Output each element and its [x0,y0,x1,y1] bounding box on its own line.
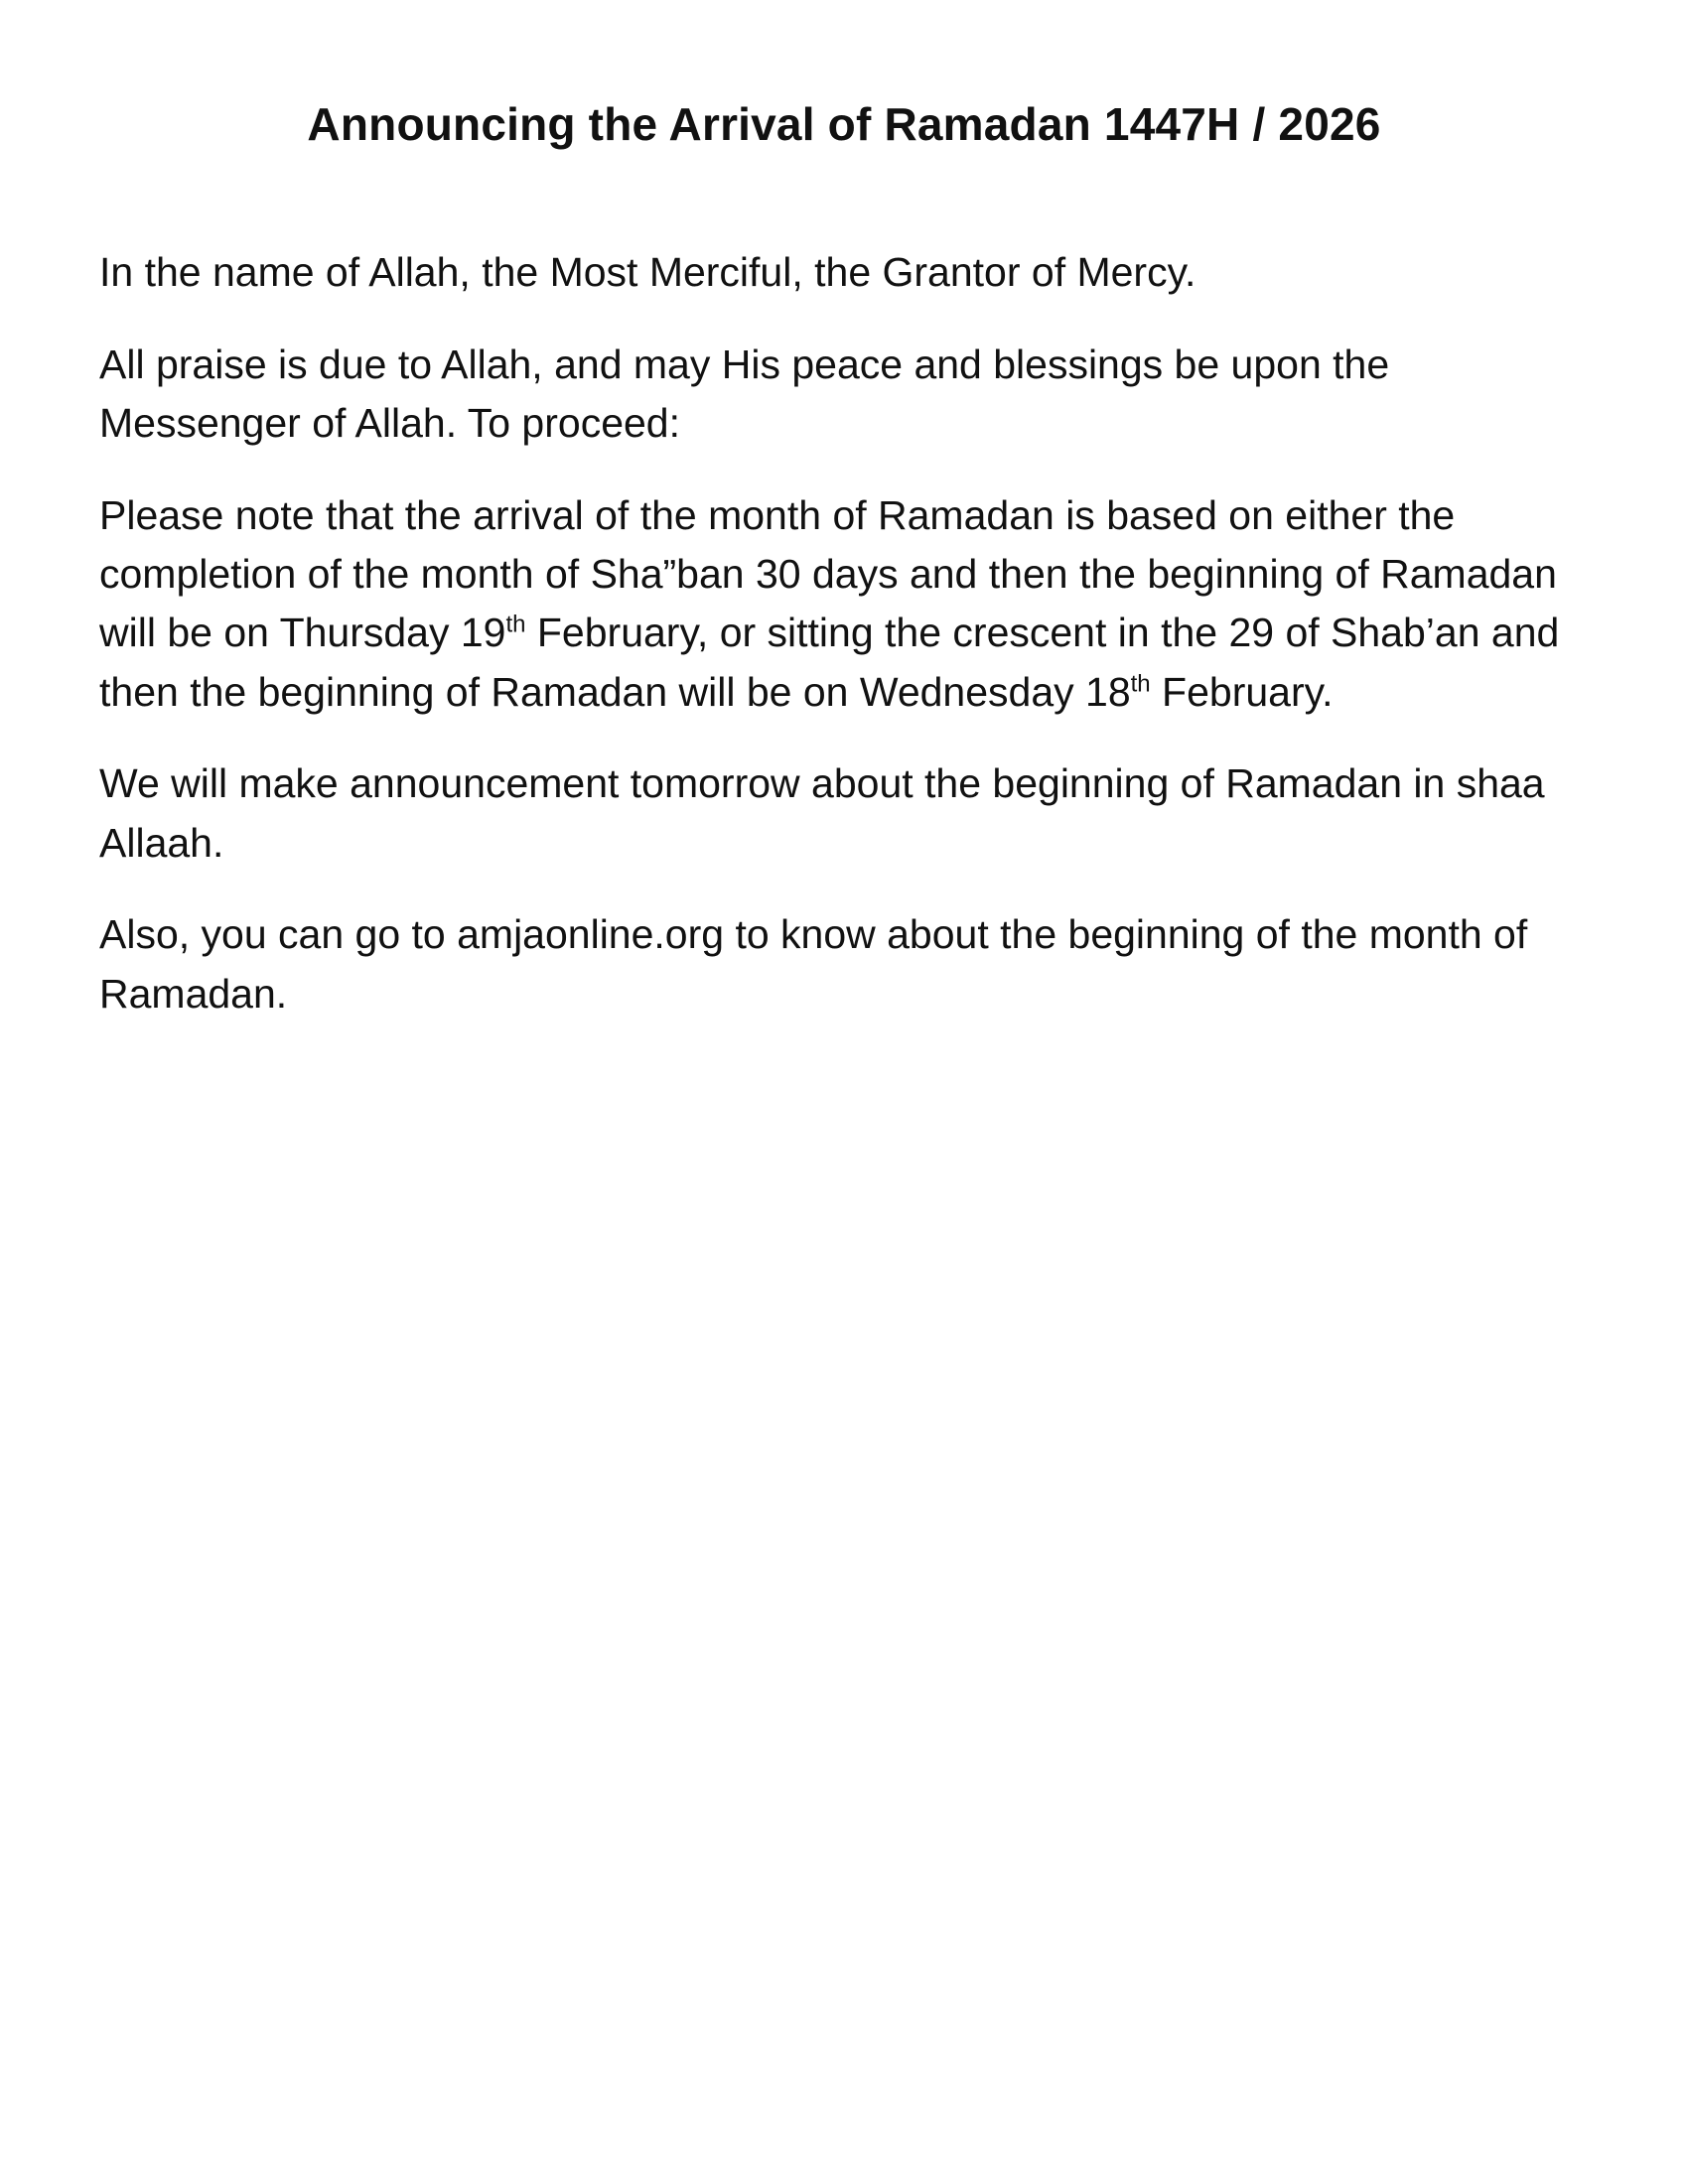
document-title: Announcing the Arrival of Ramadan 1447H / 2026 [307,98,1381,150]
paragraph-arrival-note [99,486,1599,723]
paragraph-praise: All praise is due to Allah, and may His peace and blessings be upon the Messenger of Allah. To proceed: [99,341,1390,447]
ordinal-suffix-19: th [505,611,526,638]
arrival-note-text-3: February. [1150,668,1334,715]
paragraph-announcement: We will make announcement tomorrow about the beginning of Ramadan in shaa Allaah. [99,760,1545,866]
arrival-note-text-1: Please note that the arrival of the month of Ramadan is based on either the completion of the month of Sha”ban 30 days and then the beginning of Ramadan will be on Thursday 19 [99,491,1557,656]
paragraph-website: Also, you can go to amjaonline.org to know about the beginning of the month of Ramadan. [99,911,1528,1017]
ordinal-suffix-18: th [1130,670,1151,698]
document-body [99,243,1599,1024]
arrival-note-text-2: February, or sitting the crescent in the 29 of Shab’an and then the beginning of Ramadan will be on Wednesday 18 [99,610,1560,715]
paragraph-basmala: In the name of Allah, the Most Merciful, the Grantor of Mercy. [99,249,1196,296]
